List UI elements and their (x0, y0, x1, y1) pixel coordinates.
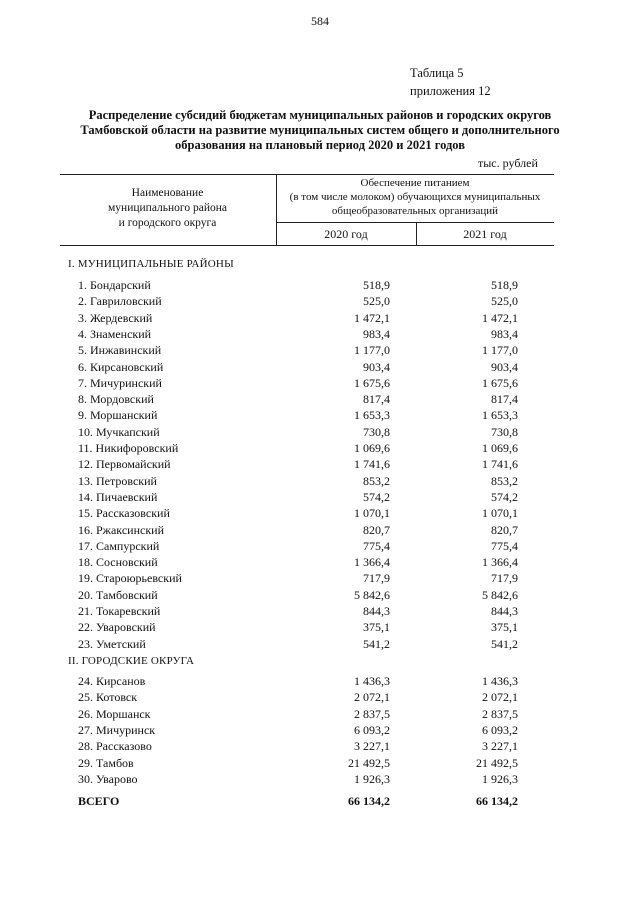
table-row (0, 772, 640, 788)
value-2020: 1 177,0 (354, 343, 390, 358)
value-2020: 983,4 (363, 326, 390, 341)
year-2020-header: 2020 год (324, 227, 368, 241)
header-line: Наименование (131, 187, 204, 199)
table-row (0, 756, 640, 772)
values-column-header (276, 176, 554, 218)
value-2021: 2 072,1 (482, 690, 518, 705)
value-2020: 3 227,1 (354, 739, 390, 754)
table-row (0, 392, 640, 408)
table-row (0, 425, 640, 441)
year-2021-header: 2021 год (463, 227, 507, 241)
value-2021: 1 675,6 (482, 375, 518, 390)
value-2020: 5 842,6 (354, 587, 390, 602)
value-2021: 2 837,5 (482, 706, 518, 721)
row-name: 11. Никифоровский (78, 441, 179, 455)
value-2020: 375,1 (363, 620, 390, 635)
value-2020: 820,7 (363, 522, 390, 537)
value-2020: 1 653,3 (354, 408, 390, 423)
value-2020: 2 837,5 (354, 706, 390, 721)
value-2021: 844,3 (491, 604, 518, 618)
page-number: 584 (311, 14, 329, 28)
value-2021: 21 492,5 (476, 755, 518, 770)
value-2021: 6 093,2 (482, 722, 518, 737)
value-2020: 817,4 (363, 392, 390, 407)
value-2020: 1 069,6 (354, 441, 390, 455)
row-name: 1. Бондарский (78, 278, 151, 292)
title-line: Тамбовской области на развитие муниципальных систем общего и дополнительного (80, 123, 560, 137)
header-line: (в том числе молоком) обучающихся муниципальных (289, 191, 541, 203)
row-name: 24. Кирсанов (78, 674, 146, 688)
table-row (0, 571, 640, 587)
row-name: 15. Рассказовский (78, 506, 170, 521)
row-name: 26. Моршанск (78, 706, 151, 721)
value-2020: 1 675,6 (354, 375, 390, 390)
total-2021: 66 134,2 (476, 794, 518, 808)
value-2021: 1 926,3 (482, 771, 518, 786)
value-2021: 1 472,1 (482, 310, 518, 325)
value-2021: 853,2 (491, 473, 518, 488)
value-2020: 574,2 (363, 489, 390, 504)
value-2021: 717,9 (491, 571, 518, 586)
value-2021: 1 436,3 (482, 674, 518, 688)
value-2021: 1 653,3 (482, 408, 518, 423)
appendix-label: приложения 12 (410, 84, 491, 98)
table-row (0, 588, 640, 604)
value-2021: 775,4 (491, 538, 518, 553)
table-row (0, 506, 640, 522)
title-line: Распределение субсидий бюджетам муниципальных районов и городских округов (88, 108, 552, 122)
row-name: 8. Мордовский (78, 392, 154, 407)
total-2020: 66 134,2 (348, 794, 390, 808)
row-name: 25. Котовск (78, 690, 138, 705)
row-name: 30. Уварово (78, 771, 138, 786)
table-row (0, 539, 640, 555)
value-2020: 6 093,2 (354, 722, 390, 737)
row-name: 10. Мучкапский (78, 424, 160, 439)
row-name: 27. Мичуринск (78, 722, 156, 737)
table-row (0, 327, 640, 343)
value-2020: 1 070,1 (354, 506, 390, 521)
value-2020: 853,2 (363, 473, 390, 488)
value-2020: 541,2 (363, 636, 390, 651)
value-2020: 2 072,1 (354, 690, 390, 705)
table-label: Таблица 5 (410, 66, 464, 80)
header-line: муниципального района (108, 202, 227, 214)
table-row (0, 490, 640, 506)
value-2020: 730,8 (363, 424, 390, 439)
value-2020: 1 436,3 (354, 674, 390, 688)
header-line: Обеспечение питанием (360, 177, 470, 189)
units-label: тыс. рублей (478, 156, 538, 170)
row-name: 28. Рассказово (78, 739, 152, 754)
value-2020: 844,3 (363, 604, 390, 618)
table-row (0, 707, 640, 723)
table-row (0, 474, 640, 490)
row-name: 7. Мичуринский (78, 375, 162, 390)
table-row (0, 739, 640, 755)
value-2021: 1 070,1 (482, 506, 518, 521)
section-title: I. МУНИЦИПАЛЬНЫЕ РАЙОНЫ (68, 258, 234, 270)
row-name: 20. Тамбовский (78, 587, 158, 602)
value-2020: 525,0 (363, 294, 390, 309)
value-2021: 5 842,6 (482, 587, 518, 602)
value-2021: 574,2 (491, 489, 518, 504)
value-2021: 903,4 (491, 359, 518, 374)
value-2020: 1 741,6 (354, 457, 390, 472)
year-header-divider (276, 222, 554, 223)
table-row (0, 674, 640, 690)
value-2020: 21 492,5 (348, 755, 390, 770)
total-row (0, 794, 640, 810)
value-2021: 1 177,0 (482, 343, 518, 358)
row-name: 3. Жердевский (78, 310, 153, 325)
row-name: 4. Знаменский (78, 326, 152, 341)
row-name: 21. Токаревский (78, 604, 161, 618)
header-bottom-border (60, 245, 554, 246)
table-row (0, 723, 640, 739)
value-2020: 775,4 (363, 538, 390, 553)
table-row (0, 637, 640, 653)
table-row (0, 311, 640, 327)
value-2021: 3 227,1 (482, 739, 518, 754)
value-2021: 518,9 (491, 278, 518, 292)
value-2021: 820,7 (491, 522, 518, 537)
row-name: 5. Инжавинский (78, 343, 162, 358)
row-name: 18. Сосновский (78, 555, 158, 570)
row-name: 13. Петровский (78, 473, 157, 488)
row-name: 17. Сампурский (78, 538, 160, 553)
value-2021: 541,2 (491, 636, 518, 651)
table-top-border (60, 174, 554, 175)
row-name: 22. Уваровский (78, 620, 156, 635)
table-row (0, 523, 640, 539)
row-name: 19. Староюрьевский (78, 571, 182, 586)
table-row (0, 441, 640, 457)
value-2020: 717,9 (363, 571, 390, 586)
row-name: 16. Ржаксинский (78, 522, 164, 537)
title-line: образования на плановый период 2020 и 2021 годов (175, 138, 465, 152)
table-row (0, 604, 640, 620)
value-2021: 817,4 (491, 392, 518, 407)
value-2020: 1 926,3 (354, 771, 390, 786)
value-2021: 1 741,6 (482, 457, 518, 472)
table-row (0, 690, 640, 706)
value-2021: 983,4 (491, 326, 518, 341)
value-2021: 375,1 (491, 620, 518, 635)
value-2020: 903,4 (363, 359, 390, 374)
value-2021: 1 069,6 (482, 441, 518, 455)
row-name: 6. Кирсановский (78, 359, 164, 374)
name-column-header (60, 186, 275, 231)
table-row (0, 376, 640, 392)
value-2021: 525,0 (491, 294, 518, 309)
table-row (0, 555, 640, 571)
row-name: 9. Моршанский (78, 408, 158, 423)
total-label: ВСЕГО (78, 794, 120, 808)
table-row (0, 360, 640, 376)
row-name: 14. Пичаевский (78, 489, 158, 504)
value-2021: 730,8 (491, 424, 518, 439)
row-name: 29. Тамбов (78, 755, 134, 770)
table-row (0, 278, 640, 294)
value-2020: 518,9 (363, 278, 390, 292)
row-name: 2. Гавриловский (78, 294, 162, 309)
value-2020: 1 472,1 (354, 310, 390, 325)
value-2021: 1 366,4 (482, 555, 518, 570)
header-line: общеобразовательных организаций (331, 205, 499, 217)
value-2020: 1 366,4 (354, 555, 390, 570)
document-title (40, 108, 600, 153)
table-row (0, 620, 640, 636)
header-line: и городского округа (118, 217, 217, 229)
row-name: 12. Первомайский (78, 457, 171, 472)
section-title: II. ГОРОДСКИЕ ОКРУГА (68, 655, 195, 667)
table-row (0, 408, 640, 424)
row-name: 23. Уметский (78, 636, 146, 651)
table-row (0, 457, 640, 473)
table-row (0, 294, 640, 310)
table-row (0, 343, 640, 359)
